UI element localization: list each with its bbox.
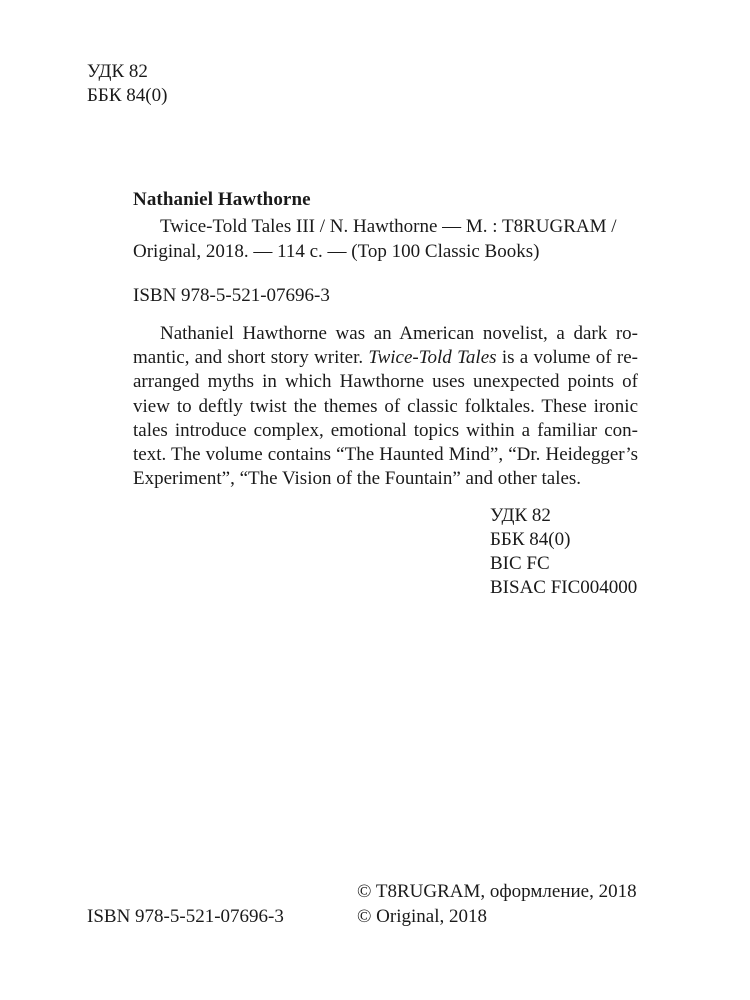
bic-code: BIC FC: [490, 553, 550, 574]
abstract-line-3: arranged myths in which Hawthorne uses unexpected points of: [133, 371, 638, 393]
bisac-code: BISAC FIC004000: [490, 577, 638, 598]
isbn-bottom: ISBN 978-5-521-07696-3: [87, 906, 284, 927]
abstract-line-1: Nathaniel Hawthorne was an American novelist, a dark ro-: [160, 323, 638, 344]
classification-block: [490, 504, 637, 600]
bbk-top: ББК 84(0): [87, 85, 168, 106]
biblio-line-2: Original, 2018. — 114 с. — (Top 100 Classic Books): [133, 241, 540, 262]
copyright-line-2: © Original, 2018: [357, 905, 488, 927]
abstract-line-6: text. The volume contains “The Haunted Mind”, “Dr. Heidegger’s: [133, 444, 638, 466]
abstract-line-2: [133, 346, 638, 370]
author-name: Nathaniel Hawthorne: [133, 189, 311, 210]
biblio-line-1: Twice-Told Tales III / N. Hawthorne — M. : T8RUGRAM /: [160, 216, 617, 237]
abstract-line-7: Experiment”, “The Vision of the Fountain” and other tales.: [133, 468, 582, 490]
book-title-italic: Twice-Told Tales: [368, 347, 497, 369]
abstract: [133, 322, 638, 491]
udk-top: УДК 82: [87, 61, 148, 82]
bbk-code: ББК 84(0): [490, 529, 571, 550]
abstract-line-5: tales introduce complex, emotional topics within a familiar con-: [133, 419, 638, 441]
copyright-line-1: © T8RUGRAM, оформление, 2018: [357, 881, 637, 902]
copyright-block: [357, 880, 637, 929]
isbn-top: ISBN 978-5-521-07696-3: [133, 285, 330, 306]
bibliographic-record: [133, 214, 638, 264]
abstract-line-2-start: mantic, and short story writer.: [133, 347, 369, 369]
abstract-line-4: view to deftly twist the themes of classic folktales. These ironic: [133, 395, 638, 417]
abstract-line-2-end: is a volume of re-: [496, 347, 638, 369]
udk-code: УДК 82: [490, 505, 551, 526]
